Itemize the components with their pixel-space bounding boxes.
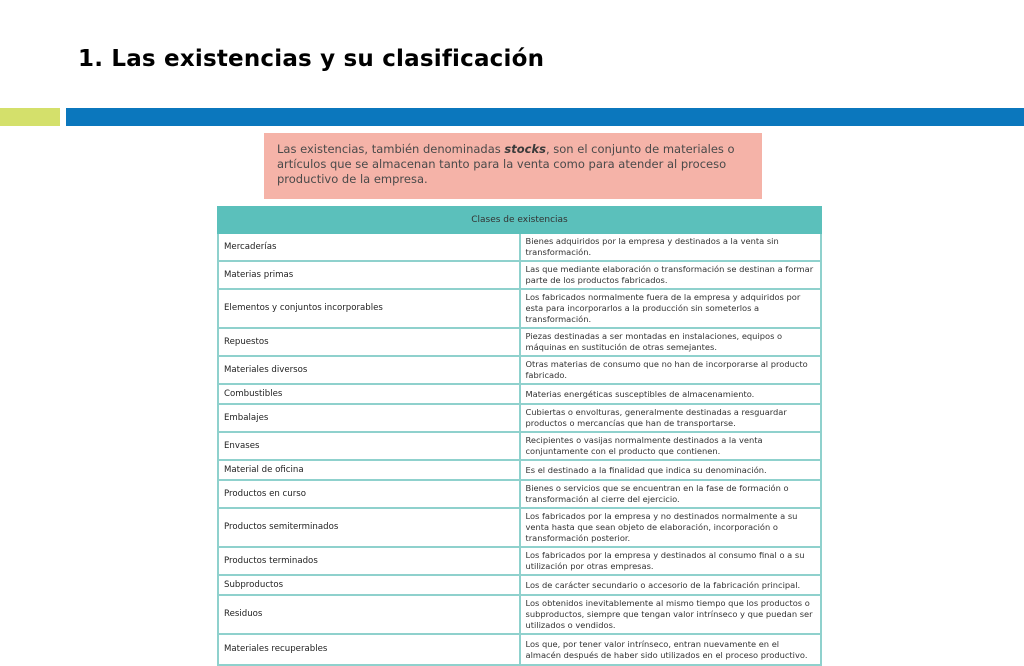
row-description: Los fabricados por la empresa y destinados al consumo final o a su utilización por otras empresas. bbox=[520, 547, 822, 575]
table-row bbox=[218, 404, 821, 432]
row-description: Los obtenidos inevitablemente al mismo tiempo que los productos o subproductos, siempre que tengan valor intrínseco y que puedan ser utilizados o vendidos. bbox=[520, 595, 822, 634]
table-row bbox=[218, 634, 821, 665]
table-row bbox=[218, 356, 821, 384]
definition-box bbox=[264, 133, 762, 199]
row-name: Materias primas bbox=[218, 261, 520, 289]
table-row bbox=[218, 547, 821, 575]
table-header: Clases de existencias bbox=[218, 207, 821, 233]
row-name: Elementos y conjuntos incorporables bbox=[218, 289, 520, 328]
table-row bbox=[218, 233, 821, 261]
table-row bbox=[218, 508, 821, 547]
row-description: Es el destinado a la finalidad que indica su denominación. bbox=[520, 460, 822, 480]
row-name: Embalajes bbox=[218, 404, 520, 432]
row-name: Mercaderías bbox=[218, 233, 520, 261]
table-row bbox=[218, 460, 821, 480]
row-name: Repuestos bbox=[218, 328, 520, 356]
row-description: Los de carácter secundario o accesorio de la fabricación principal. bbox=[520, 575, 822, 595]
definition-emphasis: stocks bbox=[504, 142, 546, 156]
row-name: Productos semiterminados bbox=[218, 508, 520, 547]
row-name: Combustibles bbox=[218, 384, 520, 404]
definition-text-end: , son el conjunto de materiales o artículos que se almacenan tanto para la venta como para atender al proceso productivo de la empresa. bbox=[277, 142, 735, 186]
row-description: Los fabricados normalmente fuera de la empresa y adquiridos por esta para incorporarlos a la producción sin someterlos a transformación. bbox=[520, 289, 822, 328]
table-row bbox=[218, 289, 821, 328]
row-description: Otras materias de consumo que no han de incorporarse al producto fabricado. bbox=[520, 356, 822, 384]
row-description: Materias energéticas susceptibles de almacenamiento. bbox=[520, 384, 822, 404]
table-row bbox=[218, 328, 821, 356]
row-name: Envases bbox=[218, 432, 520, 460]
table-row bbox=[218, 575, 821, 595]
table-row bbox=[218, 480, 821, 508]
accent-bar-green bbox=[0, 108, 60, 126]
row-name: Productos terminados bbox=[218, 547, 520, 575]
row-description: Piezas destinadas a ser montadas en instalaciones, equipos o máquinas en sustitución de otras semejantes. bbox=[520, 328, 822, 356]
table-row bbox=[218, 261, 821, 289]
row-description: Los que, por tener valor intrínseco, entran nuevamente en el almacén después de haber sido utilizados en el proceso productivo. bbox=[520, 634, 822, 665]
row-description: Bienes o servicios que se encuentran en la fase de formación o transformación al cierre del ejercicio. bbox=[520, 480, 822, 508]
row-name: Materiales recuperables bbox=[218, 634, 520, 665]
row-description: Cubiertas o envolturas, generalmente destinadas a resguardar productos o mercancías que han de transportarse. bbox=[520, 404, 822, 432]
table-row bbox=[218, 432, 821, 460]
slide-title: 1. Las existencias y su clasificación bbox=[78, 46, 545, 72]
accent-bar-blue bbox=[66, 108, 1024, 126]
table-row bbox=[218, 595, 821, 634]
row-name: Materiales diversos bbox=[218, 356, 520, 384]
row-description: Los fabricados por la empresa y no destinados normalmente a su venta hasta que sean objeto de elaboración, incorporación o transformación posterior. bbox=[520, 508, 822, 547]
existencias-table bbox=[217, 206, 822, 666]
row-description: Bienes adquiridos por la empresa y destinados a la venta sin transformación. bbox=[520, 233, 822, 261]
row-description: Las que mediante elaboración o transformación se destinan a formar parte de los productos fabricados. bbox=[520, 261, 822, 289]
definition-text-start: Las existencias, también denominadas bbox=[277, 142, 505, 156]
table-row bbox=[218, 384, 821, 404]
row-description: Recipientes o vasijas normalmente destinados a la venta conjuntamente con el producto que contienen. bbox=[520, 432, 822, 460]
row-name: Residuos bbox=[218, 595, 520, 634]
row-name: Subproductos bbox=[218, 575, 520, 595]
row-name: Productos en curso bbox=[218, 480, 520, 508]
row-name: Material de oficina bbox=[218, 460, 520, 480]
